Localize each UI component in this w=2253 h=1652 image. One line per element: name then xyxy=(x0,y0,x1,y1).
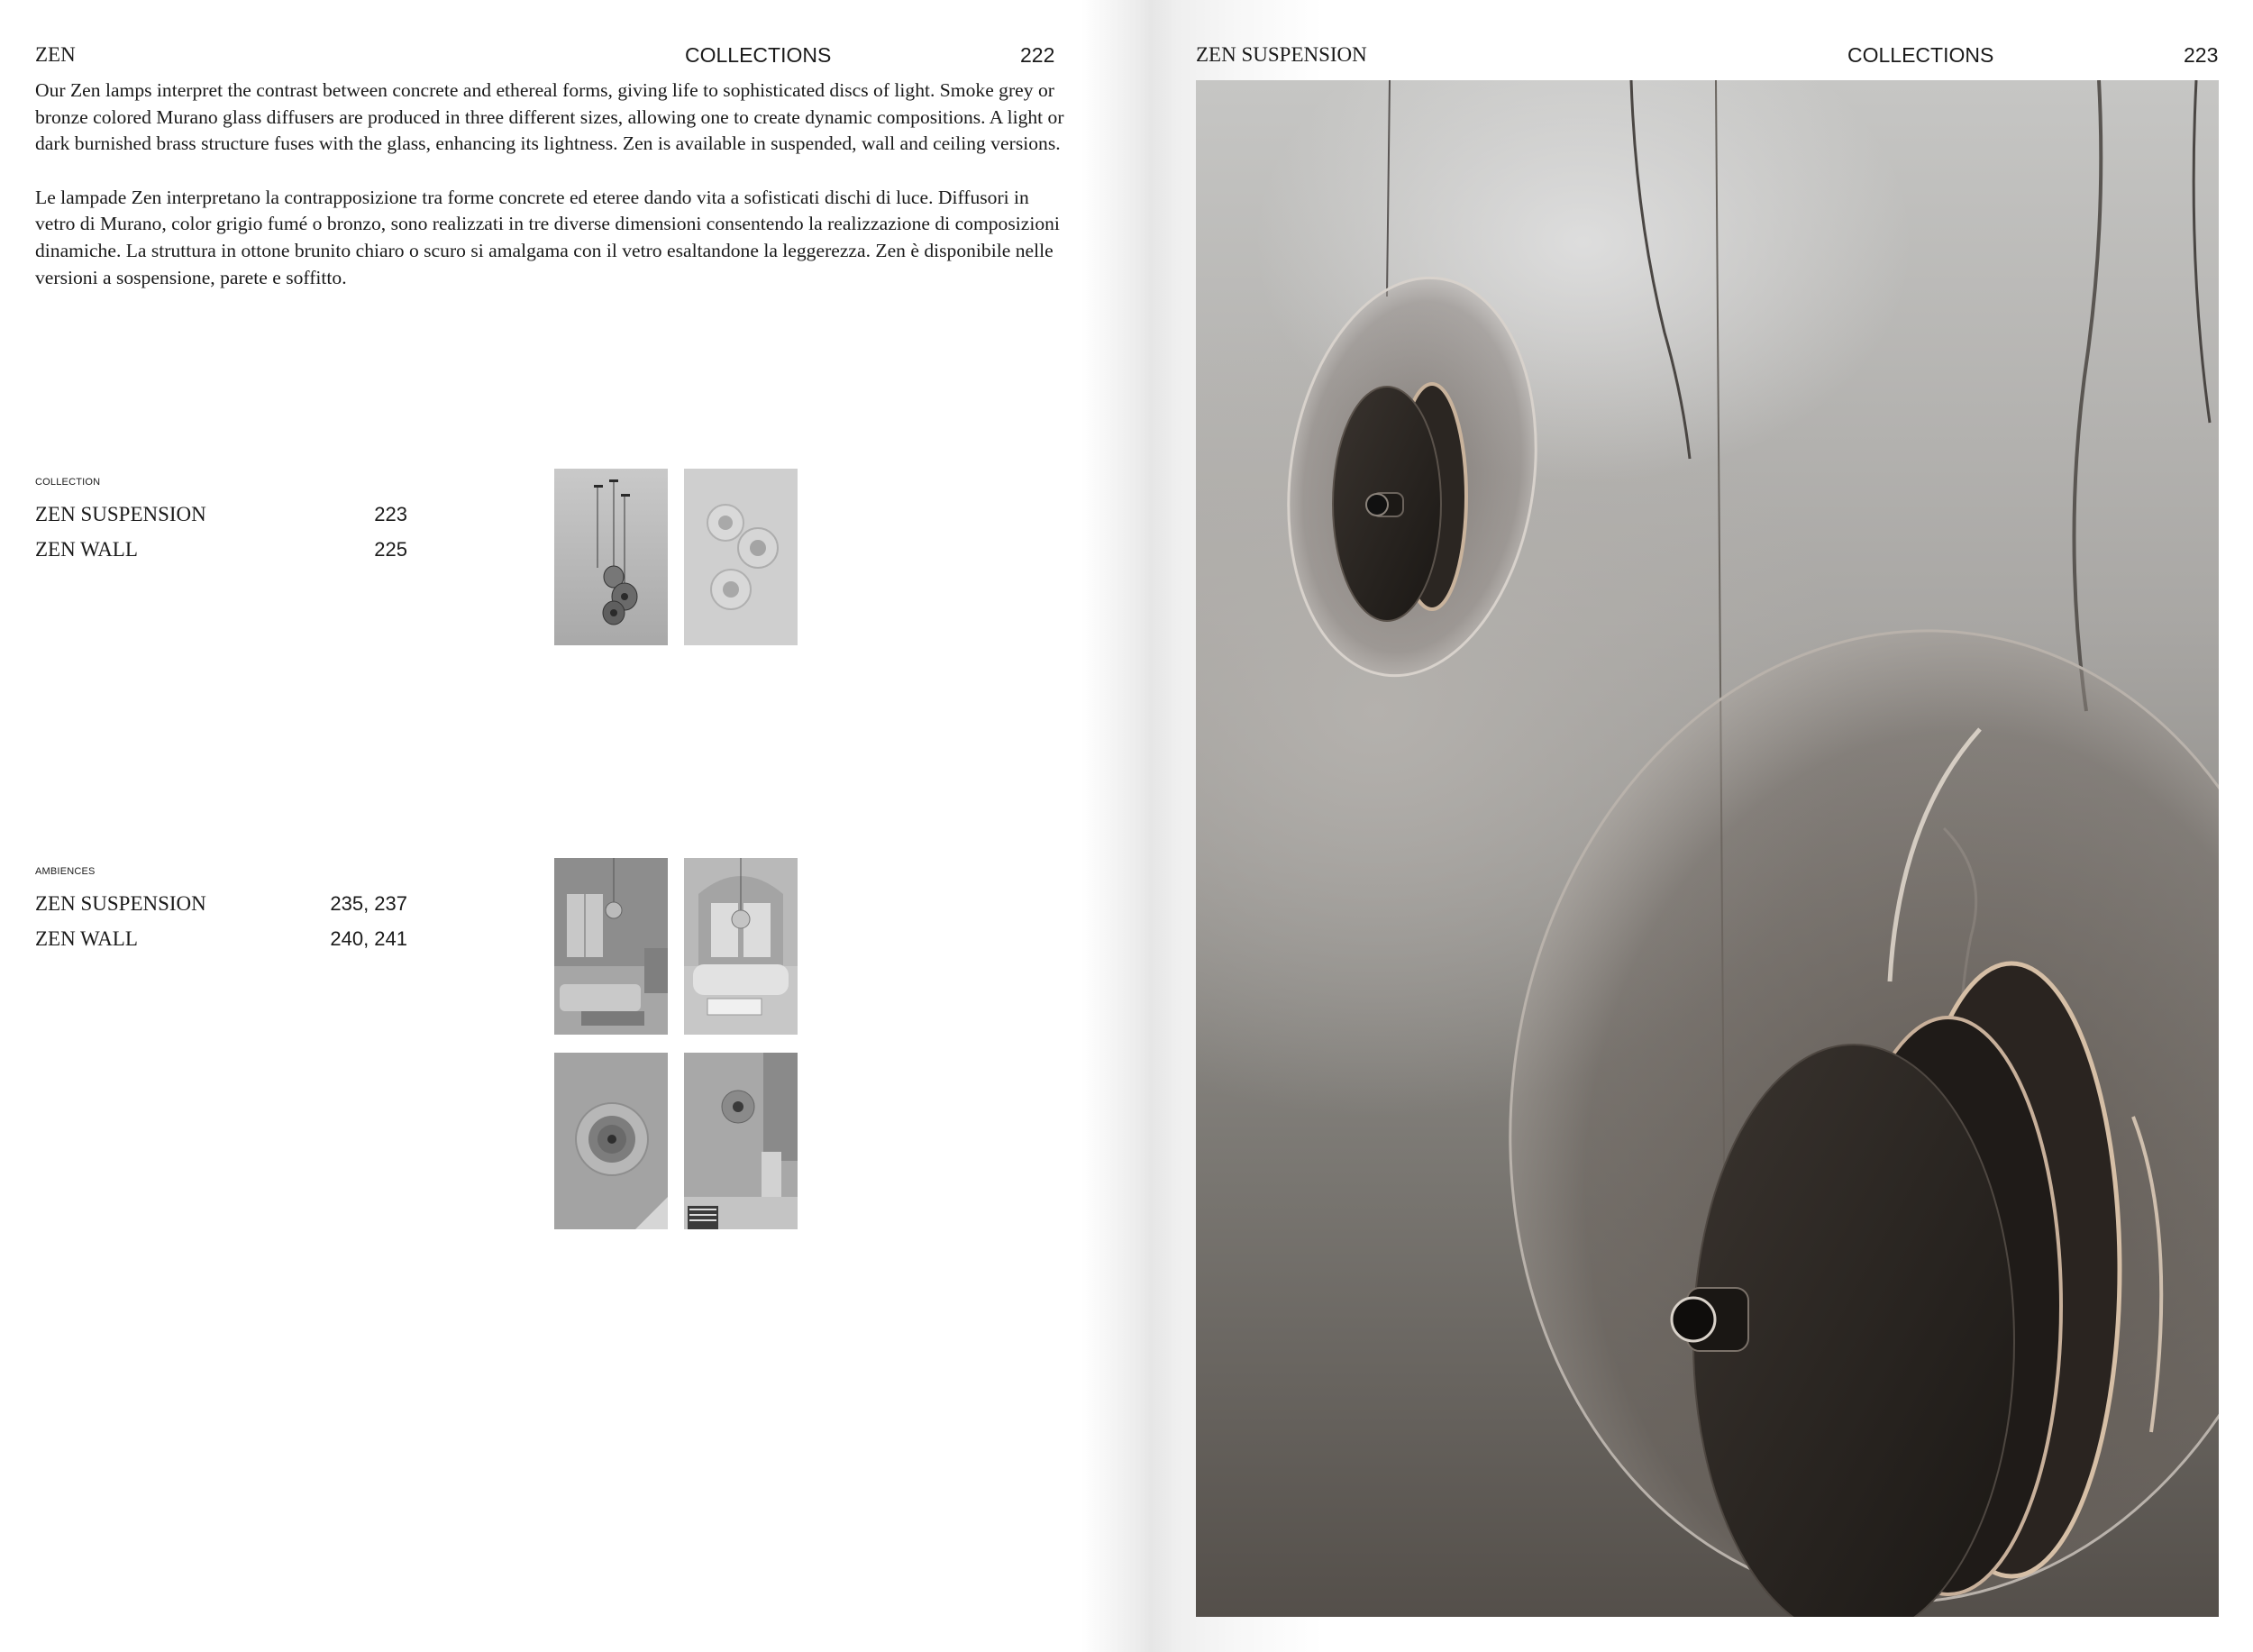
collection-label: COLLECTION xyxy=(35,477,101,488)
left-page-section: COLLECTIONS xyxy=(685,43,832,67)
left-page-title: ZEN xyxy=(35,43,76,66)
intro-text xyxy=(35,78,1072,291)
right-page-section: COLLECTIONS xyxy=(1847,43,1994,67)
thumbnail-ambience-suspension-1[interactable] xyxy=(554,858,668,1035)
hero-photo-zen-suspension xyxy=(1196,80,2219,1617)
ambience-item-name[interactable]: ZEN WALL xyxy=(35,927,138,950)
left-page-number: 222 xyxy=(1020,43,1055,67)
left-page xyxy=(0,0,1117,1652)
thumbnail-ambience-wall-1[interactable] xyxy=(554,1053,668,1229)
thumbnail-zen-suspension[interactable] xyxy=(554,469,668,645)
right-page-number: 223 xyxy=(2184,43,2219,67)
thumbnail-ambience-suspension-2[interactable] xyxy=(684,858,798,1035)
ambiences-label: AMBIENCES xyxy=(35,866,96,877)
collection-item-name[interactable]: ZEN SUSPENSION xyxy=(35,503,206,525)
ambience-item-pages[interactable]: 235, 237 xyxy=(330,892,407,915)
intro-english: Our Zen lamps interpret the contrast between concrete and ethereal forms, giving life to sophisticated discs of light. Smoke grey or bronze colored Murano glass diffusers are produced in three different sizes, allowing one to create dynamic compositions. A light or dark burnished brass structure fuses with the glass, enhancing its lightness. Zen is available in suspended, wall and ceiling versions. xyxy=(35,79,1064,155)
thumbnail-zen-wall[interactable] xyxy=(684,469,798,645)
ambience-item-pages[interactable]: 240, 241 xyxy=(330,927,407,950)
right-page-title: ZEN SUSPENSION xyxy=(1196,43,1367,66)
thumbnail-ambience-wall-2[interactable] xyxy=(684,1053,798,1229)
intro-italian: Le lampade Zen interpretano la contrapposizione tra forme concrete ed eteree dando vita a sofisticati dischi di luce. Diffusori in vetro di Murano, color grigio fumé o bronzo, sono realizzati in tre diverse dimensioni consentendo la realizzazione di composizioni dinamiche. La struttura in ottone brunito chiaro o scuro si amalgama con il vetro esaltandone la leggerezza. Zen è disponibile nelle versioni a sospensione, parete e soffitto. xyxy=(35,186,1060,288)
collection-item-pages[interactable]: 223 xyxy=(374,503,407,525)
collection-item-pages[interactable]: 225 xyxy=(374,538,407,561)
collection-item-name[interactable]: ZEN WALL xyxy=(35,538,138,561)
ambience-item-name[interactable]: ZEN SUSPENSION xyxy=(35,892,206,915)
